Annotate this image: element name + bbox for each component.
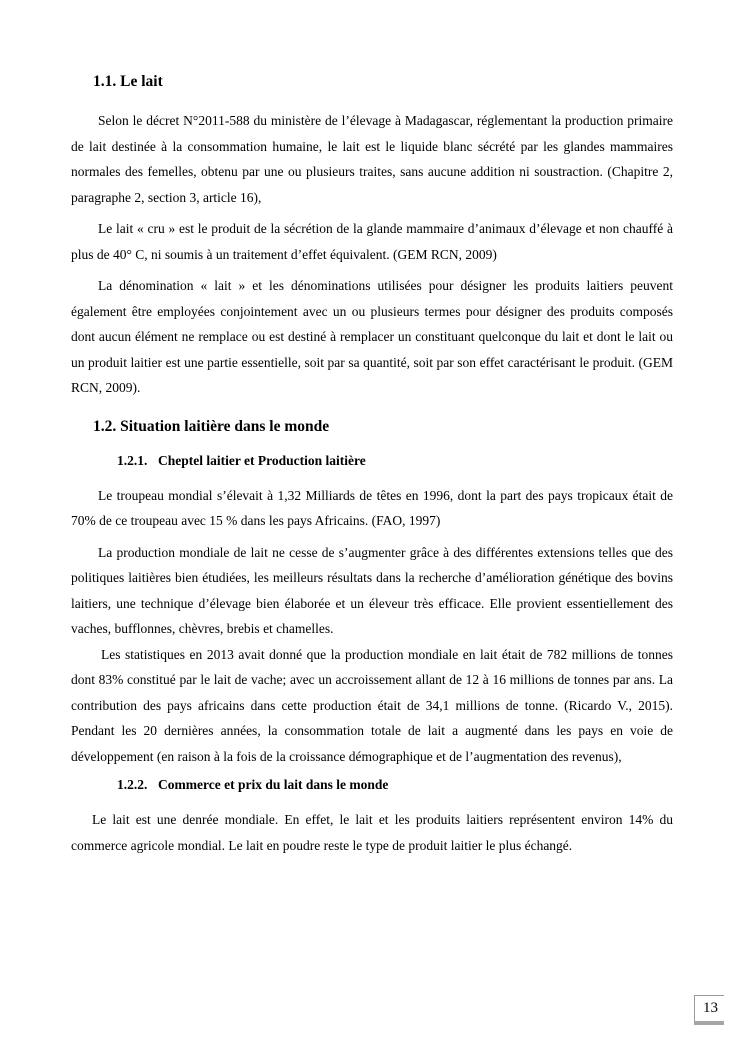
paragraph-troupeau: Le troupeau mondial s’élevait à 1,32 Milliards de têtes en 1996, dont la part des pays tropicaux était de 70% de ce troupeau avec 15 % dans les pays Africains. (FAO, 1997): [71, 487, 673, 528]
paragraph-production: La production mondiale de lait ne cesse de s’augmenter grâce à des différentes extensions telles que des politiques laitières bien étudiées, les meilleurs résultats dans la recherche d’amélioration génétique des bovins laitiers, une technique d’élevage bien élaborée et un éleveur très efficace. Elle provient essentiellement des vaches, bufflonnes, chèvres, brebis et chamelles.: [71, 544, 673, 636]
paragraph-commerce: Le lait est une denrée mondiale. En effet, le lait et les produits laitiers représentent environ 14% du commerce agricole mondial. Le lait en poudre reste le type de produit laitier le plus échangé.: [71, 812, 673, 853]
paragraph-statistiques: Les statistiques en 2013 avait donné que la production mondiale en lait était de 782 millions de tonnes dont 83% constitué par le lait de vache; avec un accroissement allant de 12 à 16 millions de tonnes par ans. La contribution des pays africains dans cette production était de 34,1 millions de tonne. (Ricardo V., 2015). Pendant les 20 dernières années, la consommation totale de lait a augmenté dans les pays en voie de développement (en raison à la fois de la croissance démographique et de l’augmentation des revenus),: [71, 646, 673, 764]
section-heading-1-2: 1.2. Situation laitière dans le monde: [93, 417, 330, 435]
paragraph-lait-cru: Le lait « cru » est le produit de la sécrétion de la glande mammaire d’animaux d’élevage et non chauffé à plus de 40° C, ni soumis à un traitement d’effet équivalent. (GEM RCN, 2009): [71, 221, 673, 262]
subsection-title: Commerce et prix du lait dans le monde: [158, 777, 389, 792]
page-body: [71, 72, 673, 864]
subsection-heading-1-2-1: [117, 451, 673, 471]
subsection-number: 1.2.2.: [117, 777, 148, 792]
page-number: 13: [703, 1000, 718, 1016]
subsection-number: 1.2.1.: [117, 452, 148, 468]
page-number-box: [694, 995, 724, 1021]
paragraph-lait-definition: Selon le décret N°2011-588 du ministère de l’élevage à Madagascar, réglementant la production primaire de lait destinée à la consommation humaine, le lait est le liquide blanc sécrété par les glandes mammaires normales des femelles, obtenu par une ou plusieurs traites, sans aucune addition ni soustraction. (Chapitre 2, paragraphe 2, section 3, article 16),: [71, 113, 673, 205]
subsection-heading-1-2-2: [117, 775, 673, 795]
page-number-bar: [694, 1021, 724, 1025]
subsection-title: Cheptel laitier et Production laitière: [158, 452, 366, 468]
paragraph-denomination: La dénomination « lait » et les dénominations utilisées pour désigner les produits laitiers peuvent également être employées conjointement avec un ou plusieurs termes pour désigner des produits composés dont aucun élément ne remplace ou est destiné à remplacer un constituant quelconque du lait et dont le lait ou un produit laitier est une partie essentielle, soit par sa quantité, soit par son effet caractérisant le produit. (GEM RCN, 2009).: [71, 278, 673, 395]
section-heading-1-1: 1.1. Le lait: [93, 73, 163, 90]
